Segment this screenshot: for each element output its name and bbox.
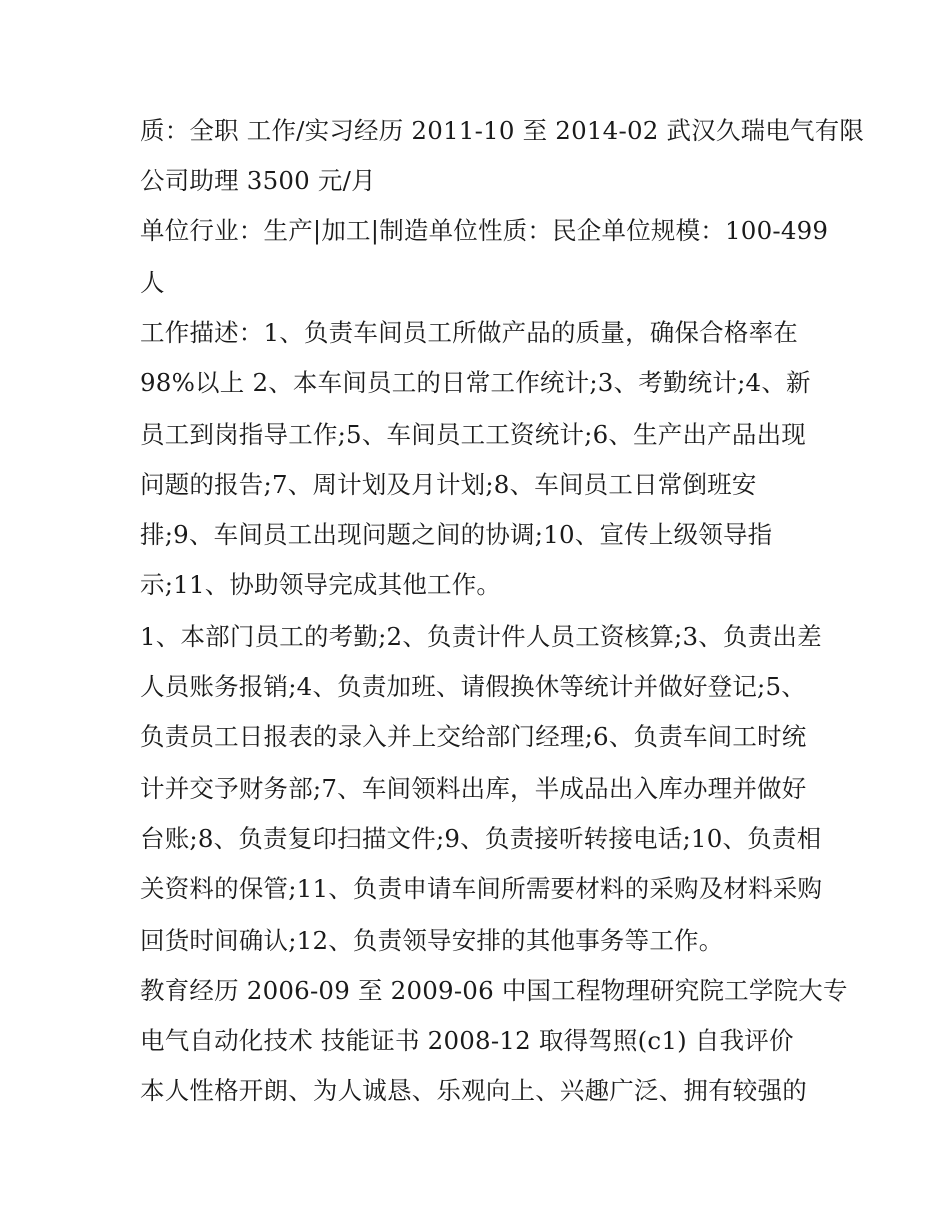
text-line: 人 (140, 268, 165, 297)
text-line: 关资料的保管;11、负责申请车间所需要材料的采购及材料采购 (140, 874, 823, 903)
text-line: 单位行业：生产|加工|制造单位性质：民企单位规模：100-499 (140, 216, 829, 245)
text-line: 工作描述：1、负责车间员工所做产品的质量，确保合格率在 (140, 318, 798, 347)
text-line: 电气自动化技术 技能证书 2008-12 取得驾照(c1) 自我评价 (140, 1026, 794, 1055)
text-line: 1、本部门员工的考勤;2、负责计件人员工资核算;3、负责出差 (140, 622, 822, 651)
text-line: 示;11、协助领导完成其他工作。 (140, 570, 502, 599)
text-line: 公司助理 3500 元/月 (140, 166, 376, 195)
text-line: 台账;8、负责复印扫描文件;9、负责接听转接电话;10、负责相 (140, 824, 822, 853)
text-line: 本人性格开朗、为人诚恳、乐观向上、兴趣广泛、拥有较强的 (140, 1076, 807, 1105)
text-line: 问题的报告;7、周计划及月计划;8、车间员工日常倒班安 (140, 470, 757, 499)
text-line: 计并交予财务部;7、车间领料出库，半成品出入库办理并做好 (140, 774, 807, 803)
text-line: 排;9、车间员工出现问题之间的协调;10、宣传上级领导指 (140, 520, 773, 549)
text-line: 质：全职 工作/实习经历 2011-10 至 2014-02 武汉久瑞电气有限 (140, 116, 865, 145)
text-line: 98%以上 2、本车间员工的日常工作统计;3、考勤统计;4、新 (140, 368, 811, 397)
text-line: 教育经历 2006-09 至 2009-06 中国工程物理研究院工学院大专 (140, 976, 848, 1005)
text-line: 人员账务报销;4、负责加班、请假换休等统计并做好登记;5、 (140, 672, 806, 701)
text-line: 员工到岗指导工作;5、车间员工工资统计;6、生产出产品出现 (140, 420, 806, 449)
text-line: 回货时间确认;12、负责领导安排的其他事务等工作。 (140, 926, 724, 955)
text-line: 负责员工日报表的录入并上交给部门经理;6、负责车间工时统 (140, 722, 807, 751)
